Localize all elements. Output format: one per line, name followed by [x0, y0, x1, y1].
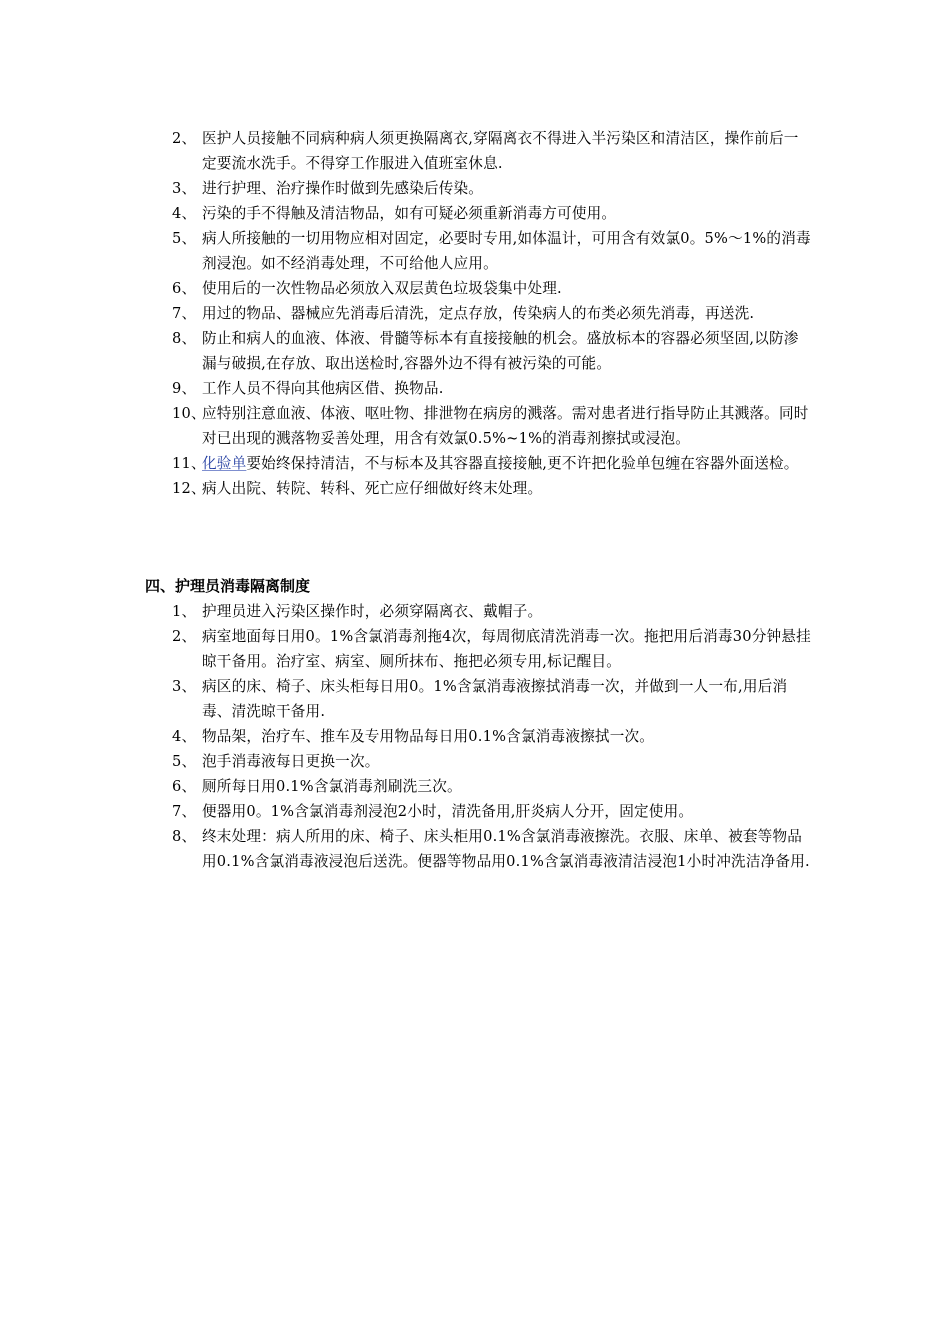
- item-number: 12、: [172, 480, 206, 497]
- list-item: [172, 824, 812, 874]
- list-item: [172, 599, 812, 624]
- item-number: 9、: [172, 380, 197, 397]
- item-number: 11、: [172, 455, 206, 472]
- item-text: 医护人员接触不同病种病人须更换隔离衣,穿隔离衣不得进入半污染区和清洁区，操作前后一定要流水洗手。不得穿工作服进入值班室休息.: [202, 130, 799, 172]
- list-item: [172, 226, 812, 276]
- item-text: 病人所接触的一切用物应相对固定，必要时专用,如体温计，可用含有效氯0。5%～1%的消毒剂浸泡。如不经消毒处理，不可给他人应用。: [202, 230, 811, 272]
- item-number: 3、: [172, 180, 197, 197]
- item-text: 进行护理、治疗操作时做到先感染后传染。: [202, 180, 484, 197]
- lab-form-link[interactable]: 化验单: [202, 455, 247, 472]
- item-number: 2、: [172, 130, 197, 147]
- item-text: 终末处理：病人所用的床、椅子、床头柜用0.1%含氯消毒液擦洗。衣服、床单、被套等物品用0.1%含氯消毒液浸泡后送洗。便器等物品用0.1%含氯消毒液清洁浸泡1小时冲洗洁净备用.: [202, 828, 810, 870]
- item-text: 护理员进入污染区操作时，必须穿隔离衣、戴帽子。: [202, 603, 543, 620]
- list-item: [172, 624, 812, 674]
- item-number: 10、: [172, 405, 206, 422]
- item-number: 6、: [172, 280, 197, 297]
- item-number: 1、: [172, 603, 197, 620]
- item-number: 5、: [172, 753, 197, 770]
- regulation-list-section-3: [172, 126, 812, 501]
- item-number: 4、: [172, 205, 197, 222]
- item-text: 污染的手不得触及清洁物品，如有可疑必须重新消毒方可使用。: [202, 205, 617, 222]
- item-text: 使用后的一次性物品必须放入双层黄色垃圾袋集中处理.: [202, 280, 562, 297]
- item-number: 8、: [172, 330, 197, 347]
- list-item: [172, 724, 812, 749]
- list-item: [172, 276, 812, 301]
- item-text: 应特别注意血液、体液、呕吐物、排泄物在病房的溅落。需对患者进行指导防止其溅落。同时对已出现的溅落物妥善处理，用含有效氯0.5%~1%的消毒剂擦拭或浸泡。: [202, 405, 809, 447]
- item-number: 5、: [172, 230, 197, 247]
- item-number: 8、: [172, 828, 197, 845]
- item-text: 要始终保持清洁，不与标本及其容器直接接触,更不许把化验单包缠在容器外面送检。: [246, 455, 799, 472]
- list-item: [172, 326, 812, 376]
- list-item: [172, 674, 812, 724]
- list-item: [172, 799, 812, 824]
- item-number: 6、: [172, 778, 197, 795]
- item-number: 4、: [172, 728, 197, 745]
- item-number: 2、: [172, 628, 197, 645]
- list-item: [172, 301, 812, 326]
- item-text: 病区的床、椅子、床头柜每日用0。1%含氯消毒液擦拭消毒一次，并做到一人一布,用后消毒、清洗晾干备用.: [202, 678, 788, 720]
- item-text: 厕所每日用0.1%含氯消毒剂刷洗三次。: [202, 778, 462, 795]
- list-item: [172, 201, 812, 226]
- list-item: [172, 376, 812, 401]
- item-text: 物品架，治疗车、推车及专用物品每日用0.1%含氯消毒液擦拭一次。: [202, 728, 655, 745]
- item-text: 便器用0。1%含氯消毒剂浸泡2小时，清洗备用,肝炎病人分开，固定使用。: [202, 803, 694, 820]
- item-text: 病室地面每日用0。1%含氯消毒剂拖4次，每周彻底清洗消毒一次。拖把用后消毒30分钟悬挂晾干备用。治疗室、病室、厕所抹布、拖把必须专用,标记醒目。: [202, 628, 811, 670]
- item-number: 3、: [172, 678, 197, 695]
- item-text: 病人出院、转院、转科、死亡应仔细做好终末处理。: [202, 480, 543, 497]
- list-item: [172, 451, 812, 476]
- item-text: 工作人员不得向其他病区借、换物品.: [202, 380, 444, 397]
- regulation-list-section-4: [172, 599, 812, 874]
- list-item: [172, 476, 812, 501]
- item-text: 防止和病人的血液、体液、骨髓等标本有直接接触的机会。盛放标本的容器必须坚固,以防渗漏与破损,在存放、取出送检时,容器外边不得有被污染的可能。: [202, 330, 799, 372]
- section-heading: 四、护理员消毒隔离制度: [145, 577, 311, 595]
- item-text: 泡手消毒液每日更换一次。: [202, 753, 380, 770]
- item-text: 用过的物品、器械应先消毒后清洗，定点存放，传染病人的布类必须先消毒，再送洗.: [202, 305, 755, 322]
- list-item: [172, 126, 812, 176]
- list-item: [172, 774, 812, 799]
- item-number: 7、: [172, 803, 197, 820]
- list-item: [172, 749, 812, 774]
- list-item: [172, 176, 812, 201]
- list-item: [172, 401, 812, 451]
- item-number: 7、: [172, 305, 197, 322]
